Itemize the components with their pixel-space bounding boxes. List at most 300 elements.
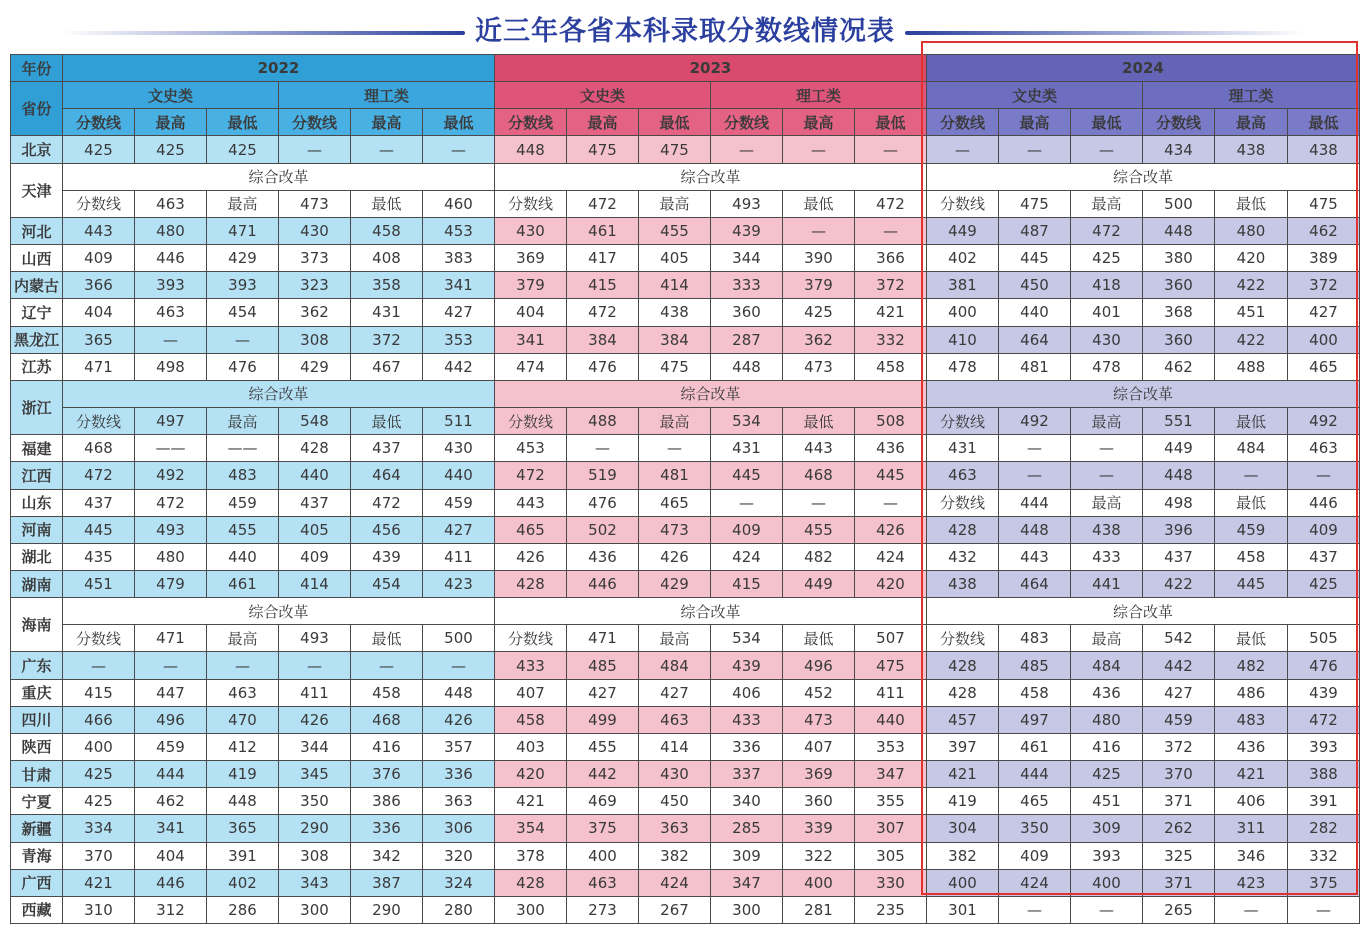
score-cell: 426 xyxy=(279,706,351,733)
score-cell: 461 xyxy=(999,733,1071,760)
score-cell: 465 xyxy=(1288,353,1360,380)
column-header: 最高 xyxy=(135,109,207,136)
score-cell: 448 xyxy=(711,353,783,380)
score-cell: 505 xyxy=(1288,625,1360,652)
score-cell: — xyxy=(567,435,639,462)
score-cell: 379 xyxy=(783,272,855,299)
score-cell: 分数线 xyxy=(63,190,135,217)
table-row xyxy=(11,489,1360,516)
table-row xyxy=(11,625,1360,652)
score-cell: 365 xyxy=(63,326,135,353)
score-cell: 498 xyxy=(135,353,207,380)
score-cell: 458 xyxy=(1215,543,1288,570)
score-cell: — xyxy=(999,462,1071,489)
score-cell: 437 xyxy=(63,489,135,516)
score-cell: 360 xyxy=(1143,272,1215,299)
table-row xyxy=(11,435,1360,462)
score-cell: 452 xyxy=(783,679,855,706)
province-name: 宁夏 xyxy=(11,788,63,815)
score-cell: 347 xyxy=(711,869,783,896)
score-cell: 483 xyxy=(1215,706,1288,733)
reform-label: 综合改革 xyxy=(63,163,495,190)
score-cell: 265 xyxy=(1143,896,1215,923)
score-cell: 493 xyxy=(135,516,207,543)
score-cell: 411 xyxy=(423,543,495,570)
score-cell: 488 xyxy=(1215,353,1288,380)
score-table xyxy=(10,54,1360,924)
score-cell: 330 xyxy=(855,869,927,896)
score-cell: 404 xyxy=(63,299,135,326)
score-cell: 387 xyxy=(351,869,423,896)
table-row xyxy=(11,652,1360,679)
score-cell: 最高 xyxy=(639,625,711,652)
score-cell: 463 xyxy=(639,706,711,733)
score-cell: 463 xyxy=(135,299,207,326)
score-cell: 468 xyxy=(783,462,855,489)
score-cell: 476 xyxy=(567,489,639,516)
score-cell: 440 xyxy=(279,462,351,489)
score-cell: 305 xyxy=(855,842,927,869)
score-cell: 424 xyxy=(999,869,1071,896)
score-cell: 402 xyxy=(207,869,279,896)
score-cell: 310 xyxy=(63,896,135,923)
table-row xyxy=(11,761,1360,788)
table-row xyxy=(11,380,1360,407)
score-cell: 428 xyxy=(495,570,567,597)
province-name: 青海 xyxy=(11,842,63,869)
score-cell: 473 xyxy=(783,353,855,380)
score-cell: 388 xyxy=(1288,761,1360,788)
score-cell: 480 xyxy=(1071,706,1143,733)
score-cell: 304 xyxy=(927,815,999,842)
score-cell: 430 xyxy=(279,217,351,244)
score-cell: 421 xyxy=(1215,761,1288,788)
score-cell: 最高 xyxy=(207,408,279,435)
score-cell: 382 xyxy=(927,842,999,869)
score-cell: 475 xyxy=(639,136,711,163)
score-cell: 468 xyxy=(351,706,423,733)
column-header: 最低 xyxy=(1288,109,1360,136)
province-name: 天津 xyxy=(11,163,63,217)
score-cell: 340 xyxy=(711,788,783,815)
score-cell: 336 xyxy=(711,733,783,760)
score-cell: 425 xyxy=(1071,245,1143,272)
score-cell: 458 xyxy=(351,679,423,706)
score-cell: 463 xyxy=(567,869,639,896)
score-cell: 429 xyxy=(639,570,711,597)
score-cell: 最低 xyxy=(351,190,423,217)
score-cell: 458 xyxy=(495,706,567,733)
score-cell: 519 xyxy=(567,462,639,489)
score-cell: 402 xyxy=(927,245,999,272)
column-header: 最高 xyxy=(351,109,423,136)
score-cell: 465 xyxy=(999,788,1071,815)
score-cell: 442 xyxy=(423,353,495,380)
score-cell: 472 xyxy=(567,190,639,217)
score-cell: 354 xyxy=(495,815,567,842)
score-cell: 408 xyxy=(351,245,423,272)
score-cell: 427 xyxy=(423,516,495,543)
header-row-categories xyxy=(11,82,1360,109)
score-cell: 分数线 xyxy=(63,408,135,435)
score-cell: 406 xyxy=(711,679,783,706)
column-header: 最低 xyxy=(639,109,711,136)
reform-label: 综合改革 xyxy=(927,598,1360,625)
score-cell: 409 xyxy=(63,245,135,272)
score-cell: 438 xyxy=(639,299,711,326)
column-header: 最高 xyxy=(567,109,639,136)
table-row xyxy=(11,706,1360,733)
score-cell: 447 xyxy=(135,679,207,706)
score-cell: — xyxy=(783,217,855,244)
score-cell: 393 xyxy=(135,272,207,299)
score-cell: 379 xyxy=(495,272,567,299)
score-cell: 323 xyxy=(279,272,351,299)
score-cell: — xyxy=(999,435,1071,462)
column-header: 最高 xyxy=(1215,109,1288,136)
score-cell: — xyxy=(855,217,927,244)
score-cell: 443 xyxy=(999,543,1071,570)
table-row xyxy=(11,190,1360,217)
score-cell: 427 xyxy=(639,679,711,706)
score-cell: 309 xyxy=(711,842,783,869)
score-cell: 428 xyxy=(927,679,999,706)
score-cell: 分数线 xyxy=(495,625,567,652)
score-cell: 最低 xyxy=(351,625,423,652)
score-cell: 455 xyxy=(207,516,279,543)
score-cell: 373 xyxy=(279,245,351,272)
score-cell: 最低 xyxy=(783,190,855,217)
score-cell: 393 xyxy=(1288,733,1360,760)
score-cell: 415 xyxy=(711,570,783,597)
province-name: 海南 xyxy=(11,598,63,652)
score-cell: 448 xyxy=(1143,462,1215,489)
score-cell: 404 xyxy=(495,299,567,326)
score-cell: 435 xyxy=(63,543,135,570)
score-cell: 534 xyxy=(711,625,783,652)
score-cell: 454 xyxy=(207,299,279,326)
reform-label: 综合改革 xyxy=(495,380,927,407)
score-cell: 480 xyxy=(135,217,207,244)
score-cell: 334 xyxy=(63,815,135,842)
score-cell: 456 xyxy=(351,516,423,543)
reform-label: 综合改革 xyxy=(495,598,927,625)
score-cell: 400 xyxy=(783,869,855,896)
score-cell: 422 xyxy=(1215,272,1288,299)
province-name: 北京 xyxy=(11,136,63,163)
score-cell: — xyxy=(855,489,927,516)
score-cell: 378 xyxy=(495,842,567,869)
score-cell: 424 xyxy=(855,543,927,570)
score-cell: 474 xyxy=(495,353,567,380)
score-cell: 446 xyxy=(135,245,207,272)
score-cell: 368 xyxy=(1143,299,1215,326)
score-cell: 366 xyxy=(855,245,927,272)
title-bar xyxy=(0,12,1367,52)
category-header: 文史类 xyxy=(495,82,711,109)
score-cell: — xyxy=(999,896,1071,923)
score-cell: 363 xyxy=(423,788,495,815)
score-cell: 309 xyxy=(1071,815,1143,842)
score-cell: 482 xyxy=(1215,652,1288,679)
score-cell: 290 xyxy=(279,815,351,842)
score-cell: 443 xyxy=(63,217,135,244)
score-cell: 439 xyxy=(711,217,783,244)
score-cell: 443 xyxy=(783,435,855,462)
province-name: 陕西 xyxy=(11,733,63,760)
province-name: 山东 xyxy=(11,489,63,516)
score-cell: 372 xyxy=(1288,272,1360,299)
score-cell: 372 xyxy=(351,326,423,353)
score-cell: 412 xyxy=(207,733,279,760)
score-cell: 496 xyxy=(135,706,207,733)
score-cell: 425 xyxy=(135,136,207,163)
score-cell: 分数线 xyxy=(927,408,999,435)
score-cell: 346 xyxy=(1215,842,1288,869)
score-cell: 410 xyxy=(927,326,999,353)
category-header: 理工类 xyxy=(1143,82,1360,109)
province-name: 广东 xyxy=(11,652,63,679)
score-cell: — xyxy=(135,652,207,679)
table-row xyxy=(11,842,1360,869)
score-cell: — xyxy=(1288,462,1360,489)
score-cell: 449 xyxy=(783,570,855,597)
score-cell: 428 xyxy=(495,869,567,896)
score-cell: 465 xyxy=(639,489,711,516)
score-cell: 405 xyxy=(639,245,711,272)
score-cell: 508 xyxy=(855,408,927,435)
score-cell: 482 xyxy=(783,543,855,570)
score-cell: — xyxy=(351,652,423,679)
province-label-cell: 省份 xyxy=(11,82,63,136)
score-cell: 355 xyxy=(855,788,927,815)
score-cell: 370 xyxy=(63,842,135,869)
score-cell: 281 xyxy=(783,896,855,923)
score-cell: — xyxy=(1071,435,1143,462)
score-cell: 393 xyxy=(207,272,279,299)
header-row-columns xyxy=(11,109,1360,136)
score-cell: 461 xyxy=(567,217,639,244)
score-cell: 425 xyxy=(63,761,135,788)
category-header: 理工类 xyxy=(711,82,927,109)
score-cell: 409 xyxy=(711,516,783,543)
score-cell: 426 xyxy=(639,543,711,570)
province-name: 江西 xyxy=(11,462,63,489)
score-cell: 381 xyxy=(927,272,999,299)
score-cell: 445 xyxy=(63,516,135,543)
score-cell: — xyxy=(783,136,855,163)
score-cell: — xyxy=(711,489,783,516)
score-cell: 484 xyxy=(1215,435,1288,462)
score-cell: 358 xyxy=(351,272,423,299)
score-cell: 463 xyxy=(135,190,207,217)
score-cell: 425 xyxy=(63,788,135,815)
score-cell: 430 xyxy=(1071,326,1143,353)
province-name: 四川 xyxy=(11,706,63,733)
score-cell: 324 xyxy=(423,869,495,896)
score-cell: 426 xyxy=(855,516,927,543)
table-row xyxy=(11,869,1360,896)
score-cell: — xyxy=(207,326,279,353)
score-cell: 481 xyxy=(639,462,711,489)
score-cell: 446 xyxy=(567,570,639,597)
score-cell: 390 xyxy=(783,245,855,272)
score-cell: 357 xyxy=(423,733,495,760)
score-cell: 433 xyxy=(495,652,567,679)
score-cell: 300 xyxy=(495,896,567,923)
score-cell: 423 xyxy=(1215,869,1288,896)
score-cell: 444 xyxy=(135,761,207,788)
score-cell: 440 xyxy=(423,462,495,489)
score-cell: 400 xyxy=(567,842,639,869)
score-cell: 414 xyxy=(279,570,351,597)
score-cell: — xyxy=(1071,136,1143,163)
province-name: 辽宁 xyxy=(11,299,63,326)
score-cell: 467 xyxy=(351,353,423,380)
score-cell: 312 xyxy=(135,896,207,923)
score-cell: 492 xyxy=(1288,408,1360,435)
score-cell: 462 xyxy=(1143,353,1215,380)
score-cell: — xyxy=(279,136,351,163)
score-cell: 472 xyxy=(1071,217,1143,244)
score-cell: 534 xyxy=(711,408,783,435)
score-cell: 478 xyxy=(1071,353,1143,380)
score-cell: 470 xyxy=(207,706,279,733)
score-cell: 393 xyxy=(1071,842,1143,869)
score-cell: 498 xyxy=(1143,489,1215,516)
score-cell: 420 xyxy=(495,761,567,788)
score-cell: 436 xyxy=(855,435,927,462)
score-cell: 483 xyxy=(999,625,1071,652)
score-cell: 430 xyxy=(495,217,567,244)
score-cell: 493 xyxy=(279,625,351,652)
score-cell: 464 xyxy=(999,570,1071,597)
reform-label: 综合改革 xyxy=(927,163,1360,190)
score-cell: 485 xyxy=(999,652,1071,679)
score-cell: 362 xyxy=(783,326,855,353)
score-cell: 分数线 xyxy=(927,489,999,516)
score-cell: 425 xyxy=(783,299,855,326)
score-cell: 287 xyxy=(711,326,783,353)
score-cell: 472 xyxy=(567,299,639,326)
score-cell: 428 xyxy=(927,652,999,679)
score-cell: 389 xyxy=(1288,245,1360,272)
score-cell: 285 xyxy=(711,815,783,842)
score-cell: 336 xyxy=(351,815,423,842)
score-cell: 425 xyxy=(1288,570,1360,597)
score-cell: 369 xyxy=(783,761,855,788)
score-cell: 416 xyxy=(1071,733,1143,760)
score-cell: 350 xyxy=(999,815,1071,842)
score-cell: 424 xyxy=(639,869,711,896)
score-cell: 431 xyxy=(711,435,783,462)
score-cell: 429 xyxy=(279,353,351,380)
score-cell: 476 xyxy=(567,353,639,380)
score-cell: 411 xyxy=(279,679,351,706)
score-cell: 449 xyxy=(1143,435,1215,462)
table-row xyxy=(11,272,1360,299)
score-cell: 360 xyxy=(783,788,855,815)
score-cell: 500 xyxy=(1143,190,1215,217)
score-cell: 472 xyxy=(1288,706,1360,733)
table-row xyxy=(11,326,1360,353)
column-header: 最低 xyxy=(1071,109,1143,136)
score-cell: 301 xyxy=(927,896,999,923)
score-cell: 471 xyxy=(63,353,135,380)
score-cell: 542 xyxy=(1143,625,1215,652)
score-cell: 451 xyxy=(1071,788,1143,815)
score-cell: 445 xyxy=(711,462,783,489)
score-cell: 267 xyxy=(639,896,711,923)
score-cell: 422 xyxy=(1143,570,1215,597)
score-cell: 439 xyxy=(1288,679,1360,706)
score-cell: — xyxy=(135,326,207,353)
score-cell: 397 xyxy=(927,733,999,760)
score-cell: 384 xyxy=(567,326,639,353)
score-cell: 436 xyxy=(1215,733,1288,760)
score-cell: 300 xyxy=(711,896,783,923)
score-cell: 337 xyxy=(711,761,783,788)
province-name: 新疆 xyxy=(11,815,63,842)
score-cell: 485 xyxy=(567,652,639,679)
score-cell: 440 xyxy=(207,543,279,570)
score-cell: 406 xyxy=(1215,788,1288,815)
score-cell: 432 xyxy=(927,543,999,570)
score-cell: 484 xyxy=(1071,652,1143,679)
score-cell: 290 xyxy=(351,896,423,923)
score-cell: 421 xyxy=(63,869,135,896)
column-header: 分数线 xyxy=(1143,109,1215,136)
score-cell: 492 xyxy=(135,462,207,489)
province-name: 广西 xyxy=(11,869,63,896)
score-cell: 343 xyxy=(279,869,351,896)
score-cell: 401 xyxy=(1071,299,1143,326)
score-cell: 311 xyxy=(1215,815,1288,842)
score-cell: 493 xyxy=(711,190,783,217)
column-header: 最高 xyxy=(783,109,855,136)
score-cell: 459 xyxy=(135,733,207,760)
reform-label: 综合改革 xyxy=(495,163,927,190)
score-cell: 427 xyxy=(423,299,495,326)
score-cell: 最低 xyxy=(1215,489,1288,516)
table-row xyxy=(11,543,1360,570)
score-cell: 420 xyxy=(855,570,927,597)
score-cell: 455 xyxy=(567,733,639,760)
score-cell: 341 xyxy=(423,272,495,299)
score-cell: 362 xyxy=(279,299,351,326)
score-cell: 最低 xyxy=(1215,625,1288,652)
reform-label: 综合改革 xyxy=(927,380,1360,407)
score-cell: 472 xyxy=(63,462,135,489)
column-header: 分数线 xyxy=(711,109,783,136)
score-cell: 最高 xyxy=(1071,190,1143,217)
score-cell: 448 xyxy=(495,136,567,163)
score-cell: 551 xyxy=(1143,408,1215,435)
score-cell: 448 xyxy=(423,679,495,706)
score-cell: 342 xyxy=(351,842,423,869)
score-cell: 433 xyxy=(1071,543,1143,570)
score-cell: 322 xyxy=(783,842,855,869)
score-cell: 451 xyxy=(63,570,135,597)
score-cell: 475 xyxy=(855,652,927,679)
score-cell: 439 xyxy=(351,543,423,570)
score-cell: 449 xyxy=(927,217,999,244)
score-cell: 427 xyxy=(1143,679,1215,706)
table-row xyxy=(11,217,1360,244)
score-cell: — xyxy=(1071,896,1143,923)
score-cell: 分数线 xyxy=(927,190,999,217)
score-cell: 431 xyxy=(351,299,423,326)
